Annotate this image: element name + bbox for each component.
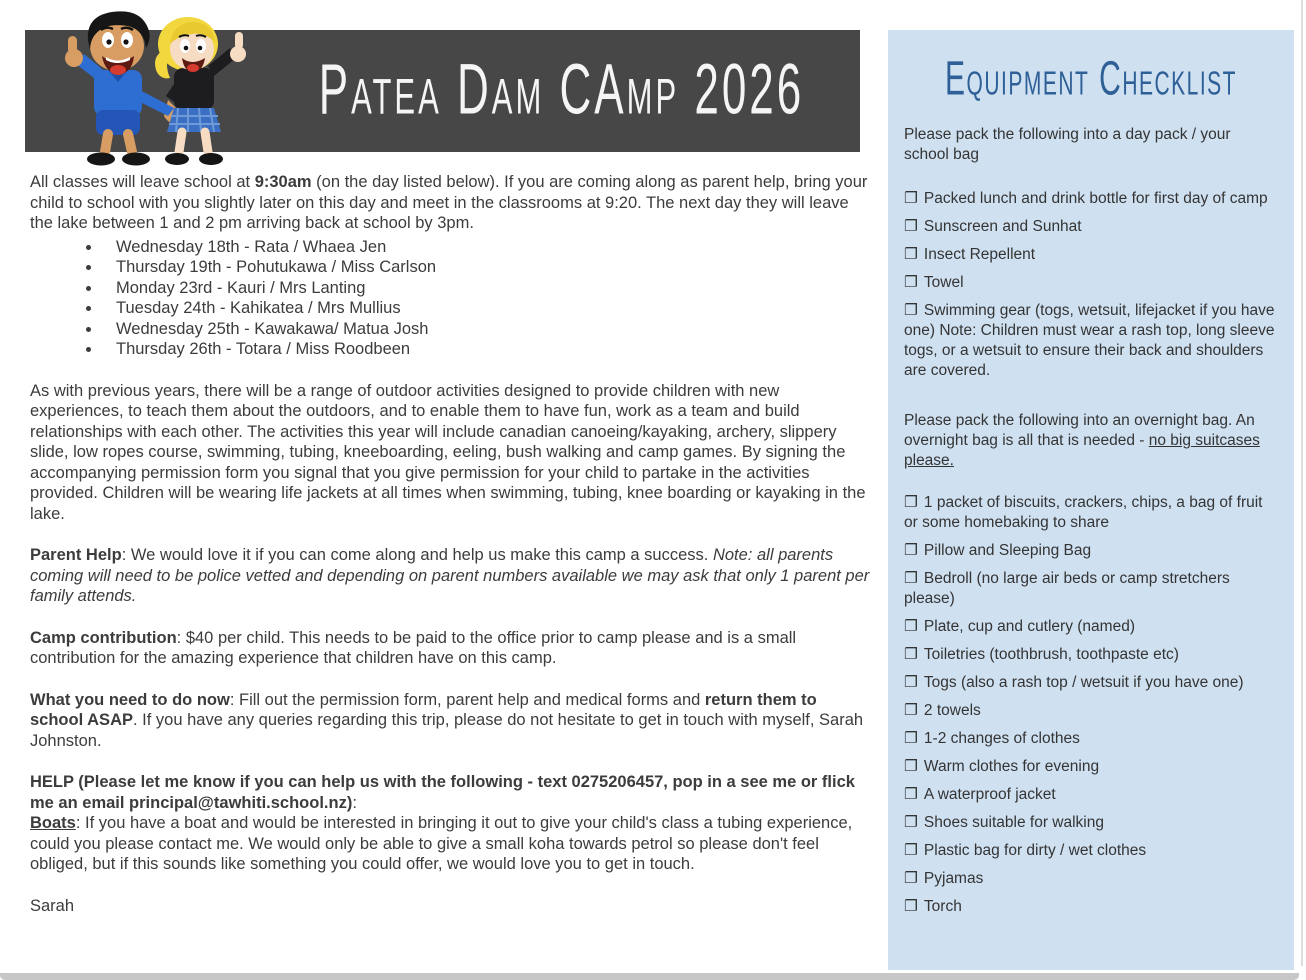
checklist-item-label: 1-2 changes of clothes	[923, 730, 1080, 747]
parent-help-text: : We would love it if you can come along and help us make this camp a success.	[121, 546, 713, 564]
intro-text-cont: (on the day listed below). If you are coming along as parent help, bring your child to school with you slightly later on this day and meet in the classrooms at 9:20. The next day they will leave the lake between 1 and 2 pm arriving back at school by 3pm.	[30, 173, 868, 232]
checklist-item-label: 2 towels	[923, 702, 981, 719]
what-to-do-text-cont: . If you have any queries regarding this trip, please do not hesitate to get in touch with myself, Sarah Johnston.	[30, 711, 864, 750]
schedule-item: • Tuesday 24th - Kahikatea / Mrs Mullius	[102, 298, 870, 319]
checklist-item	[904, 301, 1278, 381]
checklist-item	[904, 897, 1278, 917]
checkbox-icon: ❐	[904, 246, 918, 263]
parent-help-label: Parent Help	[30, 546, 122, 564]
checklist-item-label: Warm clothes for evening	[923, 758, 1100, 775]
checklist-item	[904, 729, 1278, 749]
checkbox-icon: ❐	[904, 702, 918, 719]
checklist-item-label: A waterproof jacket	[923, 786, 1056, 803]
boats-text: : If you have a boat and would be interested in bringing it out to give your child's class a tubing experience, could you please contact me. We would only be able to give a small koha towards petrol so please don't feel obliged, but if this sounds like something you could offer, we would love you to get in touch.	[30, 814, 853, 873]
checkbox-icon: ❐	[904, 898, 918, 915]
checkbox-icon: ❐	[904, 646, 918, 663]
equipment-checklist-panel	[888, 30, 1294, 970]
checkbox-icon: ❐	[904, 730, 918, 747]
checklist-item	[904, 813, 1278, 833]
checkbox-icon: ❐	[904, 274, 918, 291]
camp-contribution-paragraph	[30, 628, 870, 669]
checklist-item	[904, 869, 1278, 889]
checklist-item	[904, 701, 1278, 721]
checkbox-icon: ❐	[904, 618, 918, 635]
checklist-item	[904, 757, 1278, 777]
girl-figure	[155, 17, 246, 165]
overnight-intro-text: Please pack the following into an overnight bag. An overnight bag is all that is needed -	[904, 412, 1255, 449]
what-to-do-label: What you need to do now	[30, 690, 230, 709]
checklist-item	[904, 541, 1278, 561]
checkbox-icon: ❐	[904, 758, 918, 775]
checkbox-icon: ❐	[904, 674, 918, 691]
intro-paragraph	[30, 172, 870, 234]
checkbox-icon: ❐	[904, 494, 918, 511]
checkbox-icon: ❐	[904, 786, 918, 803]
boats-label: Boats	[30, 814, 76, 832]
checklist-item	[904, 569, 1278, 609]
checklist-item-label: Togs (also a rash top / wetsuit if you have one)	[923, 674, 1244, 691]
schedule-item: • Wednesday 25th - Kawakawa/ Matua Josh	[102, 319, 870, 340]
checklist-item-label: Packed lunch and drink bottle for first day of camp	[923, 190, 1268, 207]
schedule-list	[30, 237, 870, 360]
help-colon: :	[352, 793, 357, 812]
parent-help-paragraph	[30, 545, 870, 607]
what-to-do-paragraph	[30, 690, 870, 752]
checklist-item-label: Sunscreen and Sunhat	[923, 218, 1082, 235]
camp-contribution-text: : $40 per child. This needs to be paid to the office prior to camp please and is a small contribution for the amazing experience that children have on this camp.	[30, 628, 797, 667]
checklist-item-label: Plastic bag for dirty / wet clothes	[923, 842, 1147, 859]
page-bottom-edge	[0, 973, 1299, 980]
departure-time: 9:30am	[254, 173, 312, 191]
checklist-item	[904, 673, 1278, 693]
checklist-item-label: Towel	[923, 274, 964, 291]
checklist-item-label: Torch	[923, 898, 962, 915]
page-right-edge	[1301, 0, 1303, 966]
checklist-item	[904, 841, 1278, 861]
checklist-item	[904, 645, 1278, 665]
checklist-item	[904, 785, 1278, 805]
checkbox-icon: ❐	[904, 814, 918, 831]
no-suitcases-underline: no big suitcases please.	[904, 432, 1260, 469]
schedule-item: • Wednesday 18th - Rata / Whaea Jen	[102, 237, 870, 258]
checklist-item	[904, 189, 1278, 209]
checklist-item	[904, 493, 1278, 533]
checkbox-icon: ❐	[904, 190, 918, 207]
schedule-item: • Thursday 19th - Pohutukawa / Miss Carlson	[102, 257, 870, 278]
checklist-title: Equipment Checklist	[944, 52, 1238, 106]
page-title: Patea Dam CAmp 2026	[318, 50, 805, 130]
checklist-item-label: Plate, cup and cutlery (named)	[923, 618, 1135, 635]
parent-help-note: Note: all parents coming will need to be police vetted and depending on parent numbers available we may ask that only 1 parent per family attends.	[30, 546, 870, 605]
checklist-title-wrap	[904, 52, 1278, 106]
checklist-item-label: Swimming gear (togs, wetsuit, lifejacket if you have one) Note: Children must wear a rash top, long sleeve togs, or a wetsuit to ensure their back and shoulders are covered.	[904, 302, 1275, 379]
checkbox-icon: ❐	[904, 870, 918, 887]
return-asap-bold: return them to school ASAP	[30, 690, 817, 729]
checklist-item-label: Insect Repellent	[923, 246, 1036, 263]
day-pack-intro: Please pack the following into a day pack / your school bag	[904, 126, 1231, 163]
help-bold-text: HELP (Please let me know if you can help us with the following - text 0275206457, pop in a see me or flick me an email principal@tawhiti.school.nz)	[30, 773, 855, 812]
checklist-item-label: Bedroll (no large air beds or camp stretchers please)	[904, 570, 1230, 607]
checkbox-icon: ❐	[904, 218, 918, 235]
checkbox-icon: ❐	[904, 570, 918, 587]
checklist-item-label: Pyjamas	[923, 870, 984, 887]
signoff: Sarah	[30, 896, 75, 915]
checkbox-icon: ❐	[904, 302, 918, 319]
overnight-intro	[904, 411, 1278, 471]
intro-text: All classes will leave school at	[30, 173, 255, 191]
schedule-item: • Thursday 26th - Totara / Miss Roodbeen	[102, 339, 870, 360]
activities-paragraph: As with previous years, there will be a range of outdoor activities designed to provide children with new experiences, to teach them about the outdoors, and to enable them to have fun, work as a team and build relationships with each other. The activities this year will include canadian canoeing/kayaking, archery, slippery slide, low ropes course, swimming, tubing, kneeboarding, eeling, bush walking and camp games. By signing the accompanying permission form you signal that you give permission for your child to partake in the activities provided. Children will be wearing life jackets at all times when swimming, tubing, knee boarding or kayaking in the lake.	[30, 381, 866, 523]
camp-contribution-label: Camp contribution	[30, 628, 177, 647]
what-to-do-text: : Fill out the permission form, parent help and medical forms and	[229, 690, 705, 709]
schedule-item: • Monday 23rd - Kauri / Mrs Lanting	[102, 278, 870, 299]
main-content	[30, 172, 870, 916]
help-paragraph	[30, 772, 870, 875]
checklist-item-label: Toiletries (toothbrush, toothpaste etc)	[923, 646, 1179, 663]
checklist-item	[904, 273, 1278, 293]
checklist-item	[904, 617, 1278, 637]
checklist-item	[904, 245, 1278, 265]
checklist-item	[904, 217, 1278, 237]
checklist-item-label: Pillow and Sleeping Bag	[923, 542, 1092, 559]
checkbox-icon: ❐	[904, 842, 918, 859]
camp-kids-illustration	[28, 4, 252, 170]
checklist-item-label: 1 packet of biscuits, crackers, chips, a bag of fruit or some homebaking to share	[904, 494, 1263, 531]
checklist-item-label: Shoes suitable for walking	[923, 814, 1104, 831]
checkbox-icon: ❐	[904, 542, 918, 559]
